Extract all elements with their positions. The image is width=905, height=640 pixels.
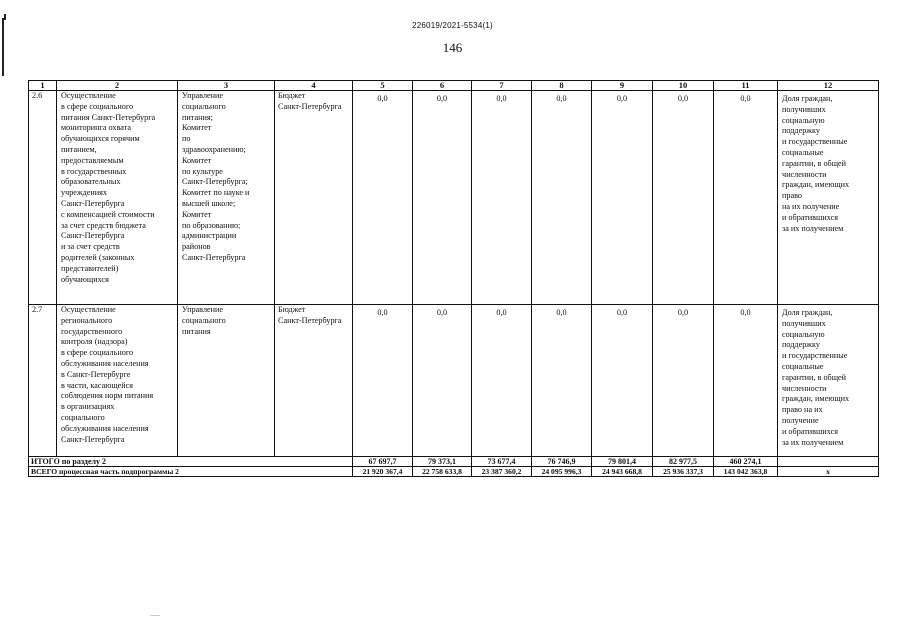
measure-text: Осуществление в сфере социального питания Санкт-Петербурга мониторинга охвата обучающихся горячим питанием, предоставляемым в государственных образовательных учреждениях Санкт-Петербурга с компенсацией стоимости за счет средств бюджета Санкт-Петербурга и за счет средств родителей (законных представителей) обучающихся (57, 91, 178, 305)
indicator-text: Доля граждан, получивших социальную поддержку и государственные социальные гарантии, в общей численности граждан, имеющих право на их получение и обратившихся за их получением (778, 91, 879, 305)
total-value: 24 095 996,3 (532, 467, 592, 477)
scan-speck (150, 615, 160, 616)
column-header: 5 (353, 81, 413, 91)
value-cell: 0,0 (592, 91, 653, 305)
column-number-row (29, 81, 879, 91)
grand-total-row (29, 467, 879, 477)
column-header: 1 (29, 81, 57, 91)
table-row (29, 305, 879, 457)
value-cell: 0,0 (714, 91, 778, 305)
value-cell: 0,0 (653, 91, 714, 305)
grand-total-label: ВСЕГО процессная часть подпрограммы 2 (29, 467, 353, 477)
total-value: 143 042 363,8 (714, 467, 778, 477)
section-total-row (29, 457, 879, 467)
column-header: 12 (778, 81, 879, 91)
budget-table (28, 80, 879, 477)
value-cell: 0,0 (653, 305, 714, 457)
column-header: 4 (275, 81, 353, 91)
value-cell: 0,0 (472, 305, 532, 457)
column-header: 11 (714, 81, 778, 91)
total-value: 23 387 360,2 (472, 467, 532, 477)
indicator-text: Доля граждан, получивших социальную поддержку и государственные социальные гарантии, в общей численности граждан, имеющих право на их получение и обратившихся за их получением (778, 305, 879, 457)
scan-edge-mark (4, 14, 6, 20)
column-header: 6 (413, 81, 472, 91)
executor-text: Управление социального питания; Комитет по здравоохранению; Комитет по культуре Санкт-Петербурга; Комитет по науке и высшей школе; Комитет по образованию; администрации районов Санкт-Петербурга (178, 91, 275, 305)
total-value: 22 758 633,8 (413, 467, 472, 477)
column-header: 7 (472, 81, 532, 91)
column-header: 8 (532, 81, 592, 91)
total-value: 76 746,9 (532, 457, 592, 467)
funding-source: Бюджет Санкт-Петербурга (275, 305, 353, 457)
executor-text: Управление социального питания (178, 305, 275, 457)
total-last-cell (778, 457, 879, 467)
column-header: 3 (178, 81, 275, 91)
value-cell: 0,0 (353, 305, 413, 457)
value-cell: 0,0 (413, 305, 472, 457)
row-number: 2.6 (29, 91, 57, 305)
page-number: 146 (442, 40, 463, 55)
value-cell: 0,0 (532, 91, 592, 305)
column-header: 10 (653, 81, 714, 91)
total-value: 79 373,1 (413, 457, 472, 467)
total-last-cell: x (778, 467, 879, 477)
total-value: 25 936 337,3 (653, 467, 714, 477)
value-cell: 0,0 (714, 305, 778, 457)
total-value: 24 943 668,8 (592, 467, 653, 477)
total-value: 21 920 367,4 (353, 467, 413, 477)
total-value: 73 677,4 (472, 457, 532, 467)
total-value: 79 801,4 (592, 457, 653, 467)
total-value: 460 274,1 (714, 457, 778, 467)
value-cell: 0,0 (592, 305, 653, 457)
section-total-label: ИТОГО по разделу 2 (29, 457, 353, 467)
value-cell: 0,0 (413, 91, 472, 305)
document-id: 226019/2021-5534(1) (412, 21, 493, 30)
row-number: 2.7 (29, 305, 57, 457)
value-cell: 0,0 (472, 91, 532, 305)
total-value: 82 977,5 (653, 457, 714, 467)
column-header: 9 (592, 81, 653, 91)
total-value: 67 697,7 (353, 457, 413, 467)
value-cell: 0,0 (353, 91, 413, 305)
table-row (29, 91, 879, 305)
funding-source: Бюджет Санкт-Петербурга (275, 91, 353, 305)
column-header: 2 (57, 81, 178, 91)
measure-text: Осуществление регионального государственного контроля (надзора) в сфере социального обслуживания населения в Санкт-Петербурге в части, касающейся соблюдения норм питания в организациях социального обслуживания населения Санкт-Петербурга (57, 305, 178, 457)
value-cell: 0,0 (532, 305, 592, 457)
